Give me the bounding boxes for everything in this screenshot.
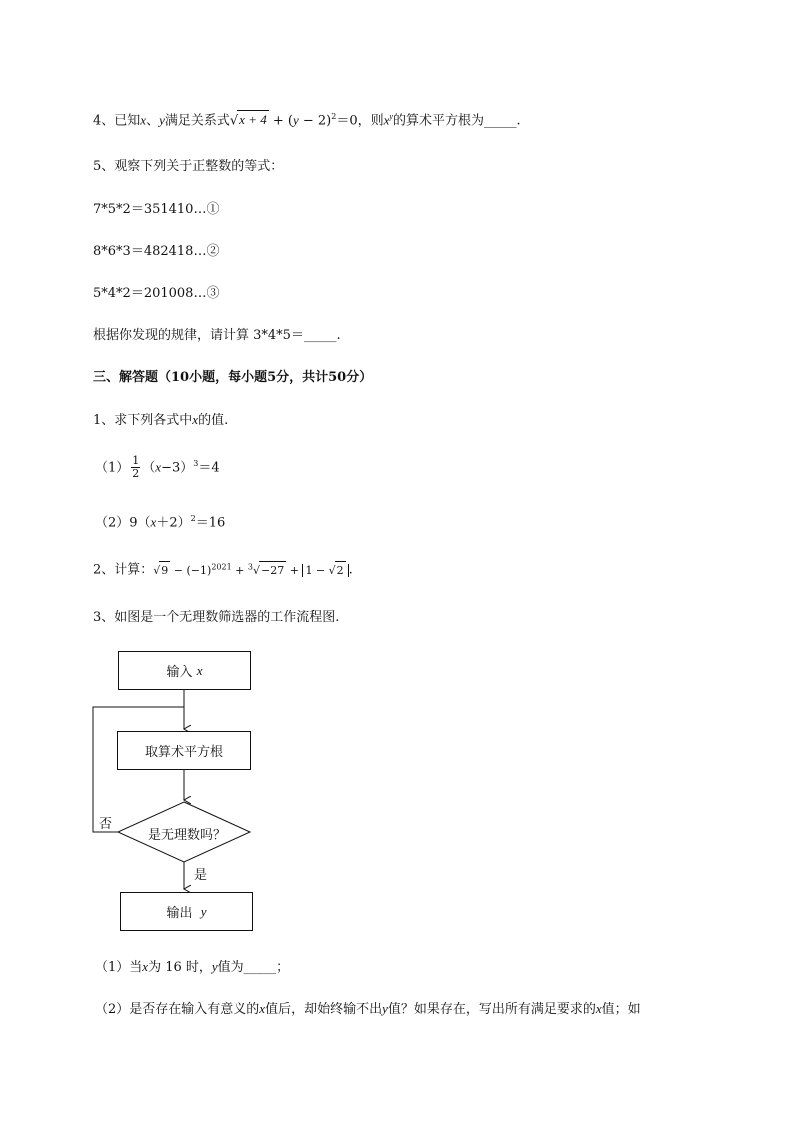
question-4: 4、已知x、y满足关系式$√x + 4 + (y - 2)^2=0$，则$x^y$的算术平方根为_____.: [93, 112, 521, 129]
equation-1: 7*5*2＝351410…①: [93, 202, 220, 217]
radical-sign: √: [328, 563, 336, 577]
problem-3-sub-2: （2）是否存在输入有意义的x值后，却始终输不出y值？如果存在，写出所有满足要求的x值；如: [95, 1001, 641, 1017]
problem-1-sub-2: $(2)9(x+2)^2=16$: [95, 514, 226, 531]
problem-3-intro: 3、如图是一个无理数筛选器的工作流程图.: [93, 610, 340, 625]
expression: $√9 - (-1)^{2021} + ^3√-27 + 1 - √2$: [153, 564, 348, 577]
radical-sign: √: [252, 563, 260, 577]
radicand: x + 4: [239, 112, 267, 128]
problem-3-sub-1: （1）当x为 16 时，y值为_____；: [95, 959, 290, 975]
absolute-value: 1 − √2: [302, 564, 348, 577]
radical-sign: √: [153, 563, 161, 577]
output-box: 输出 y: [120, 892, 253, 931]
sqrt-box: 取算术平方根: [117, 731, 251, 770]
section-3-title: 三、解答题（10小题，每小题5分，共计50分）: [93, 370, 373, 385]
equation-3: 5*4*2＝201008…③: [93, 286, 220, 301]
question-5-ask: 根据你发现的规律，请计算 3*4*5＝_____.: [93, 328, 341, 343]
label-no: 否: [99, 817, 113, 832]
problem-2: 2、计算：$√9 - (-1)^{2021} + ^3√-27 + 1 - √2$ .: [93, 562, 353, 578]
fraction-half: $\frac{1}{2}$: [132, 454, 140, 481]
radical-sign: √: [229, 113, 239, 129]
label-yes: 是: [194, 868, 208, 883]
question-5-intro: 5、观察下列关于正整数的等式：: [93, 159, 284, 174]
equation-2: 8*6*3＝482418…②: [93, 244, 220, 259]
input-box: 输入 x: [118, 651, 251, 690]
problem-1-intro: 1、求下列各式中x的值.: [93, 412, 229, 428]
problem-1-sub-1: （1） $\frac{1}{2}$ $(x-3)^3=4$: [95, 454, 220, 481]
decision-label: 是无理数吗？: [148, 828, 227, 843]
